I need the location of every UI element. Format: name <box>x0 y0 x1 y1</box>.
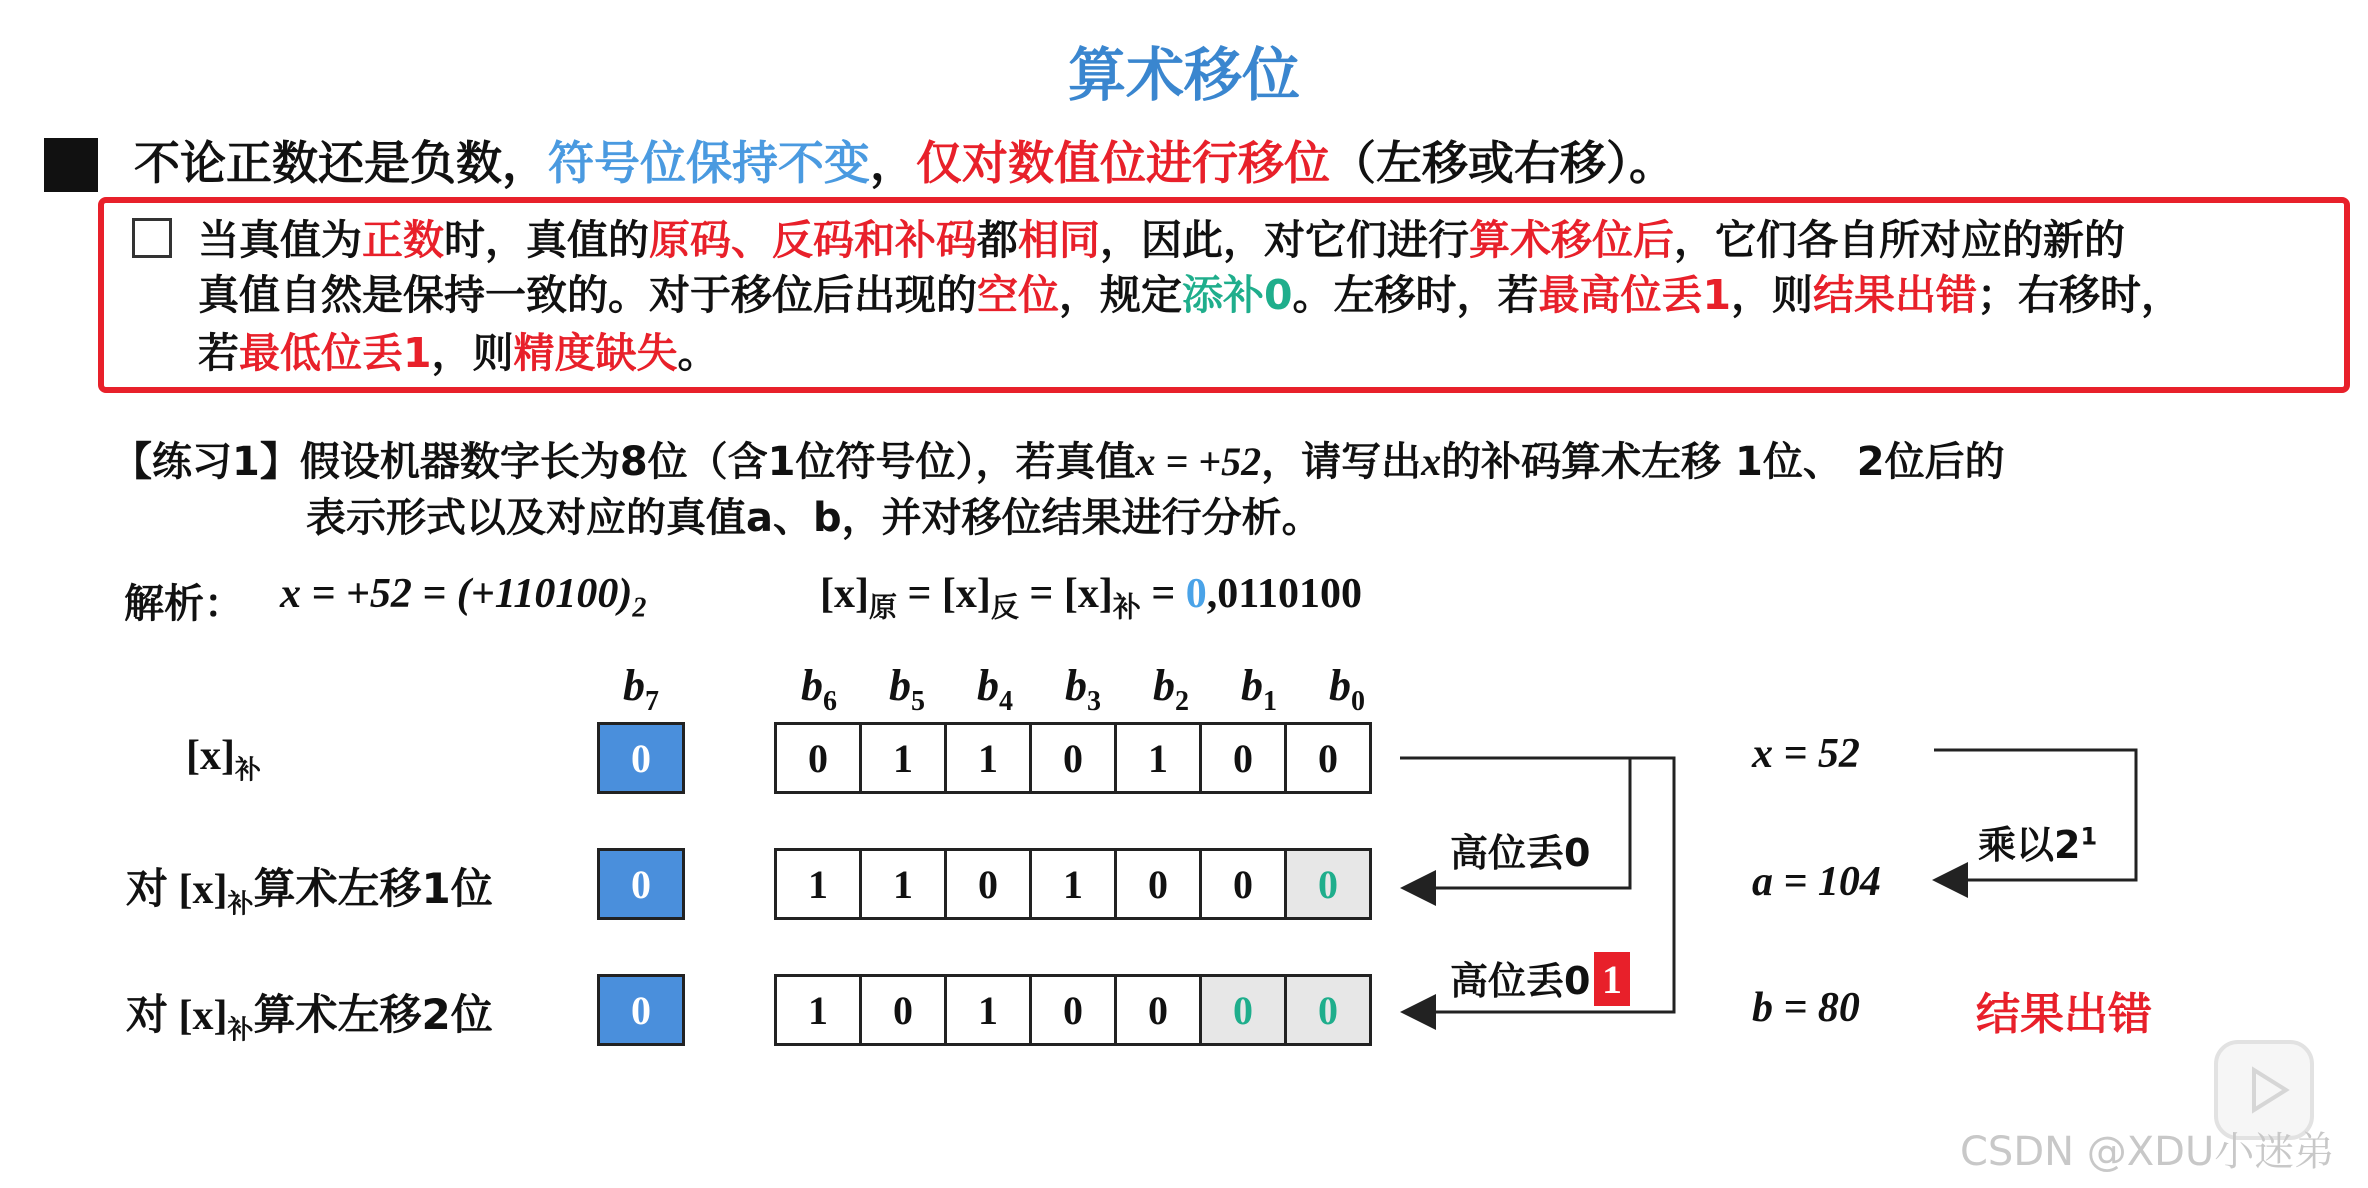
principle-highlight-sign: 符号位保持不变 <box>548 136 870 190</box>
bit-label-b2: $b_2$ <box>1153 661 1189 717</box>
bit-cell: 1 <box>774 974 862 1046</box>
bit-cell: 0 <box>1114 848 1202 920</box>
bit-cell: 1 <box>774 848 862 920</box>
note-line-1: 当真值为正数时，真值的原码、反码和补码都相同，因此，对它们进行算术移位后，它们各自所对应的新的 <box>198 216 2125 264</box>
bit-cell: 0 <box>774 722 862 794</box>
principle-text-2: ， <box>870 136 916 190</box>
bit-label-b0: $b_0$ <box>1329 661 1365 717</box>
analysis-expr-2: $[x]_原 = [x]_反 = [x]_补 = 0,0110100$ <box>820 571 1362 624</box>
bit-label-b7: $b_7$ <box>623 661 659 717</box>
bit-label-b6: $b_6$ <box>801 661 837 717</box>
bit-cell: 0 <box>859 974 947 1046</box>
arrow-label-2: 高位丢0 <box>1450 959 1591 1003</box>
bit-cell: 0 <box>944 848 1032 920</box>
bit-cell: 0 <box>1199 974 1287 1046</box>
page-title: 算术移位 <box>1067 41 1300 109</box>
note-line-3: 若最低位丢1，则精度缺失。 <box>198 329 719 377</box>
sign-bit-cell: 0 <box>597 848 685 920</box>
bit-label-b4: $b_4$ <box>977 661 1013 717</box>
lost-bit-badge: 1 <box>1594 952 1630 1006</box>
bit-cell: 0 <box>1029 974 1117 1046</box>
value-b: b = 80 <box>1752 985 1860 1031</box>
bit-cell: 0 <box>1199 722 1287 794</box>
bit-cell: 1 <box>944 722 1032 794</box>
bit-cell: 1 <box>859 848 947 920</box>
bit-cell: 0 <box>1114 974 1202 1046</box>
sign-bit-cell: 0 <box>597 974 685 1046</box>
result-error-label: 结果出错 <box>1976 989 2152 1040</box>
bit-cell: 0 <box>1029 722 1117 794</box>
exercise-line-2: 表示形式以及对应的真值a、b，并对移位结果进行分析。 <box>306 495 1322 541</box>
bit-cell: 1 <box>1029 848 1117 920</box>
bit-cell: 0 <box>1284 722 1372 794</box>
value-x: x = 52 <box>1752 731 1860 777</box>
bit-cell: 1 <box>859 722 947 794</box>
bit-cell: 0 <box>1199 848 1287 920</box>
principle-text-1: 不论正数还是负数， <box>134 136 548 190</box>
bit-cell: 0 <box>1284 974 1372 1046</box>
exercise-line-1: 【练习1】假设机器数字长为8位（含1位符号位），若真值x = +52，请写出x的补码算术左移 1位、 2位后的 <box>112 439 2005 485</box>
sign-bit-cell: 0 <box>597 722 685 794</box>
bit-label-b3: $b_3$ <box>1065 661 1101 717</box>
bit-cell: 0 <box>1284 848 1372 920</box>
bit-label-b1: $b_1$ <box>1241 661 1277 717</box>
analysis-label: 解析： <box>124 581 244 627</box>
row-label-original: $[x]_补$ <box>186 733 261 786</box>
bit-cell: 1 <box>1114 722 1202 794</box>
principle-highlight-shift: 仅对数值位进行移位 <box>916 136 1330 190</box>
principle-text-3: （左移或右移）。 <box>1330 136 1675 190</box>
row-label-shift-2: 对 $[x]_补$算术左移2位 <box>126 990 493 1046</box>
row-label-shift-1: 对 $[x]_补$算术左移1位 <box>126 864 493 920</box>
multiply-label: 乘以$2^1$ <box>1978 822 2098 867</box>
bit-cell: 1 <box>944 974 1032 1046</box>
note-line-2: 真值自然是保持一致的。对于移位后出现的空位，规定添补0。左移时，若最高位丢1，则结果出错；右移时， <box>198 271 2183 319</box>
value-a: a = 104 <box>1752 859 1881 905</box>
watermark: CSDN @XDU小迷弟 <box>1960 1129 2335 1175</box>
analysis-expr-1: $x = +52 = (+110100)_2$ <box>280 571 647 624</box>
bit-label-b5: $b_5$ <box>889 661 925 717</box>
arrow-label-1: 高位丢0 <box>1450 831 1591 875</box>
